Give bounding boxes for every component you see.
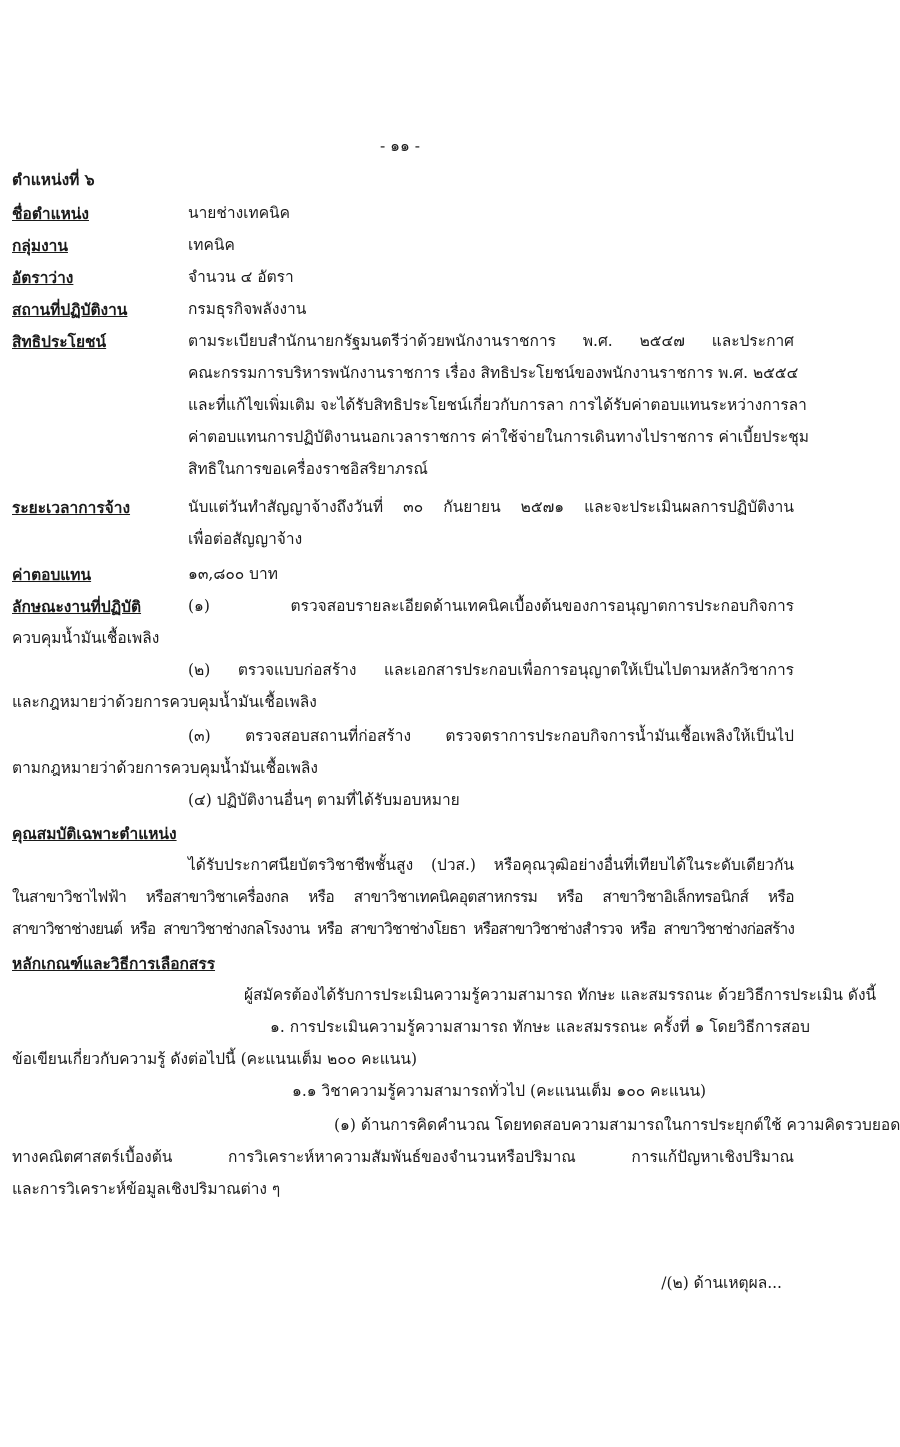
duty-1-line-1: (๑) ตรวจสอบรายละเอียดด้านเทคนิคเบื้องต้นของการอนุญาตการประกอบกิจการ <box>188 597 794 615</box>
selection-sub-1-item-1-line-3: และการวิเคราะห์ข้อมูลเชิงปริมาณต่าง ๆ <box>12 1180 281 1198</box>
workplace-value: กรมธุรกิจพลังงาน <box>188 300 307 318</box>
selection-item-1-line-2: ข้อเขียนเกี่ยวกับความรู้ ดังต่อไปนี้ (คะแนนเต็ม ๒๐๐ คะแนน) <box>12 1050 417 1068</box>
qualifications-line: ได้รับประกาศนียบัตรวิชาชีพชั้นสูง (ปวส.) หรือคุณวุฒิอย่างอื่นที่เทียบได้ในระดับเดียวกัน <box>188 856 794 874</box>
group-value: เทคนิค <box>188 236 235 254</box>
duty-1-line-2: ควบคุมน้ำมันเชื้อเพลิง <box>12 629 160 647</box>
duties-label: ลักษณะงานที่ปฏิบัติ <box>12 597 142 616</box>
continuation-note: /(๒) ด้านเหตุผล... <box>661 1274 782 1292</box>
pay-label: ค่าตอบแทน <box>12 565 92 584</box>
selection-intro: ผู้สมัครต้องได้รับการประเมินความรู้ความสามารถ ทักษะ และสมรรถนะ ด้วยวิธีการประเมิน ดังนี้ <box>244 986 877 1004</box>
position-heading: ตำแหน่งที่ ๖ <box>12 170 95 189</box>
benefits-line: คณะกรรมการบริหารพนักงานราชการ เรื่อง สิทธิประโยชน์ของพนักงานราชการ พ.ศ. ๒๕๕๔ <box>188 364 799 382</box>
vacancy-value: จำนวน ๔ อัตรา <box>188 268 294 286</box>
title-label: ชื่อตำแหน่ง <box>12 204 89 223</box>
title-value: นายช่างเทคนิค <box>188 204 291 222</box>
group-label: กลุ่มงาน <box>12 236 68 255</box>
selection-item-1-line-1: ๑. การประเมินความรู้ความสามารถ ทักษะ และสมรรถนะ ครั้งที่ ๑ โดยวิธีการสอบ <box>270 1018 811 1036</box>
benefits-line: และที่แก้ไขเพิ่มเติม จะได้รับสิทธิประโยชน์เกี่ยวกับการลา การได้รับค่าตอบแทนระหว่างการลา <box>188 396 807 414</box>
workplace-label: สถานที่ปฏิบัติงาน <box>12 300 128 319</box>
benefits-line: สิทธิในการขอเครื่องราชอิสริยาภรณ์ <box>188 460 428 478</box>
qualifications-line: สาขาวิชาช่างยนต์ หรือ สาขาวิชาช่างกลโรงงาน หรือ สาขาวิชาช่างโยธา หรือสาขาวิชาช่างสำรวจ หรือ สาขาวิชาช่างก่อสร้าง <box>12 920 794 938</box>
benefits-line: ค่าตอบแทนการปฏิบัติงานนอกเวลาราชการ ค่าใช้จ่ายในการเดินทางไปราชการ ค่าเบี้ยประชุม <box>188 428 809 446</box>
pay-value: ๑๓,๘๐๐ บาท <box>188 565 278 583</box>
period-label: ระยะเวลาการจ้าง <box>12 498 131 517</box>
selection-sub-1-item-1-line-2: ทางคณิตศาสตร์เบื้องต้น การวิเคราะห์หาความสัมพันธ์ของจำนวนหรือปริมาณ การแก้ปัญหาเชิงปริมาณ <box>12 1148 794 1166</box>
selection-heading: หลักเกณฑ์และวิธีการเลือกสรร <box>12 954 216 973</box>
selection-sub-1: ๑.๑ วิชาความรู้ความสามารถทั่วไป (คะแนนเต็ม ๑๐๐ คะแนน) <box>292 1082 707 1100</box>
duty-4-line-1: (๔) ปฏิบัติงานอื่นๆ ตามที่ได้รับมอบหมาย <box>188 791 460 809</box>
benefits-line: ตามระเบียบสำนักนายกรัฐมนตรีว่าด้วยพนักงานราชการ พ.ศ. ๒๕๔๗ และประกาศ <box>188 332 794 350</box>
period-line: เพื่อต่อสัญญาจ้าง <box>188 530 303 548</box>
duty-3-line-2: ตามกฎหมายว่าด้วยการควบคุมน้ำมันเชื้อเพลิง <box>12 759 318 777</box>
duty-3-line-1: (๓) ตรวจสอบสถานที่ก่อสร้าง ตรวจตราการประกอบกิจการน้ำมันเชื้อเพลิงให้เป็นไป <box>188 727 794 745</box>
benefits-label: สิทธิประโยชน์ <box>12 332 107 351</box>
selection-sub-1-item-1-line-1: (๑) ด้านการคิดคำนวณ โดยทดสอบความสามารถในการประยุกต์ใช้ ความคิดรวบยอด <box>334 1116 900 1134</box>
period-line: นับแต่วันทำสัญญาจ้างถึงวันที่ ๓๐ กันยายน ๒๕๗๑ และจะประเมินผลการปฏิบัติงาน <box>188 498 794 516</box>
vacancy-label: อัตราว่าง <box>12 268 74 287</box>
qualifications-heading: คุณสมบัติเฉพาะตำแหน่ง <box>12 824 177 843</box>
page-number: - ๑๑ - <box>379 137 420 155</box>
duty-2-line-2: และกฎหมายว่าด้วยการควบคุมน้ำมันเชื้อเพลิง <box>12 693 317 711</box>
qualifications-line: ในสาขาวิชาไฟฟ้า หรือสาขาวิชาเครื่องกล หรือ สาขาวิชาเทคนิคอุตสาหกรรม หรือ สาขาวิชาอิเล็กทรอนิกส์ หรือ <box>12 888 794 906</box>
duty-2-line-1: (๒) ตรวจแบบก่อสร้าง และเอกสารประกอบเพื่อการอนุญาตให้เป็นไปตามหลักวิชาการ <box>188 661 794 679</box>
